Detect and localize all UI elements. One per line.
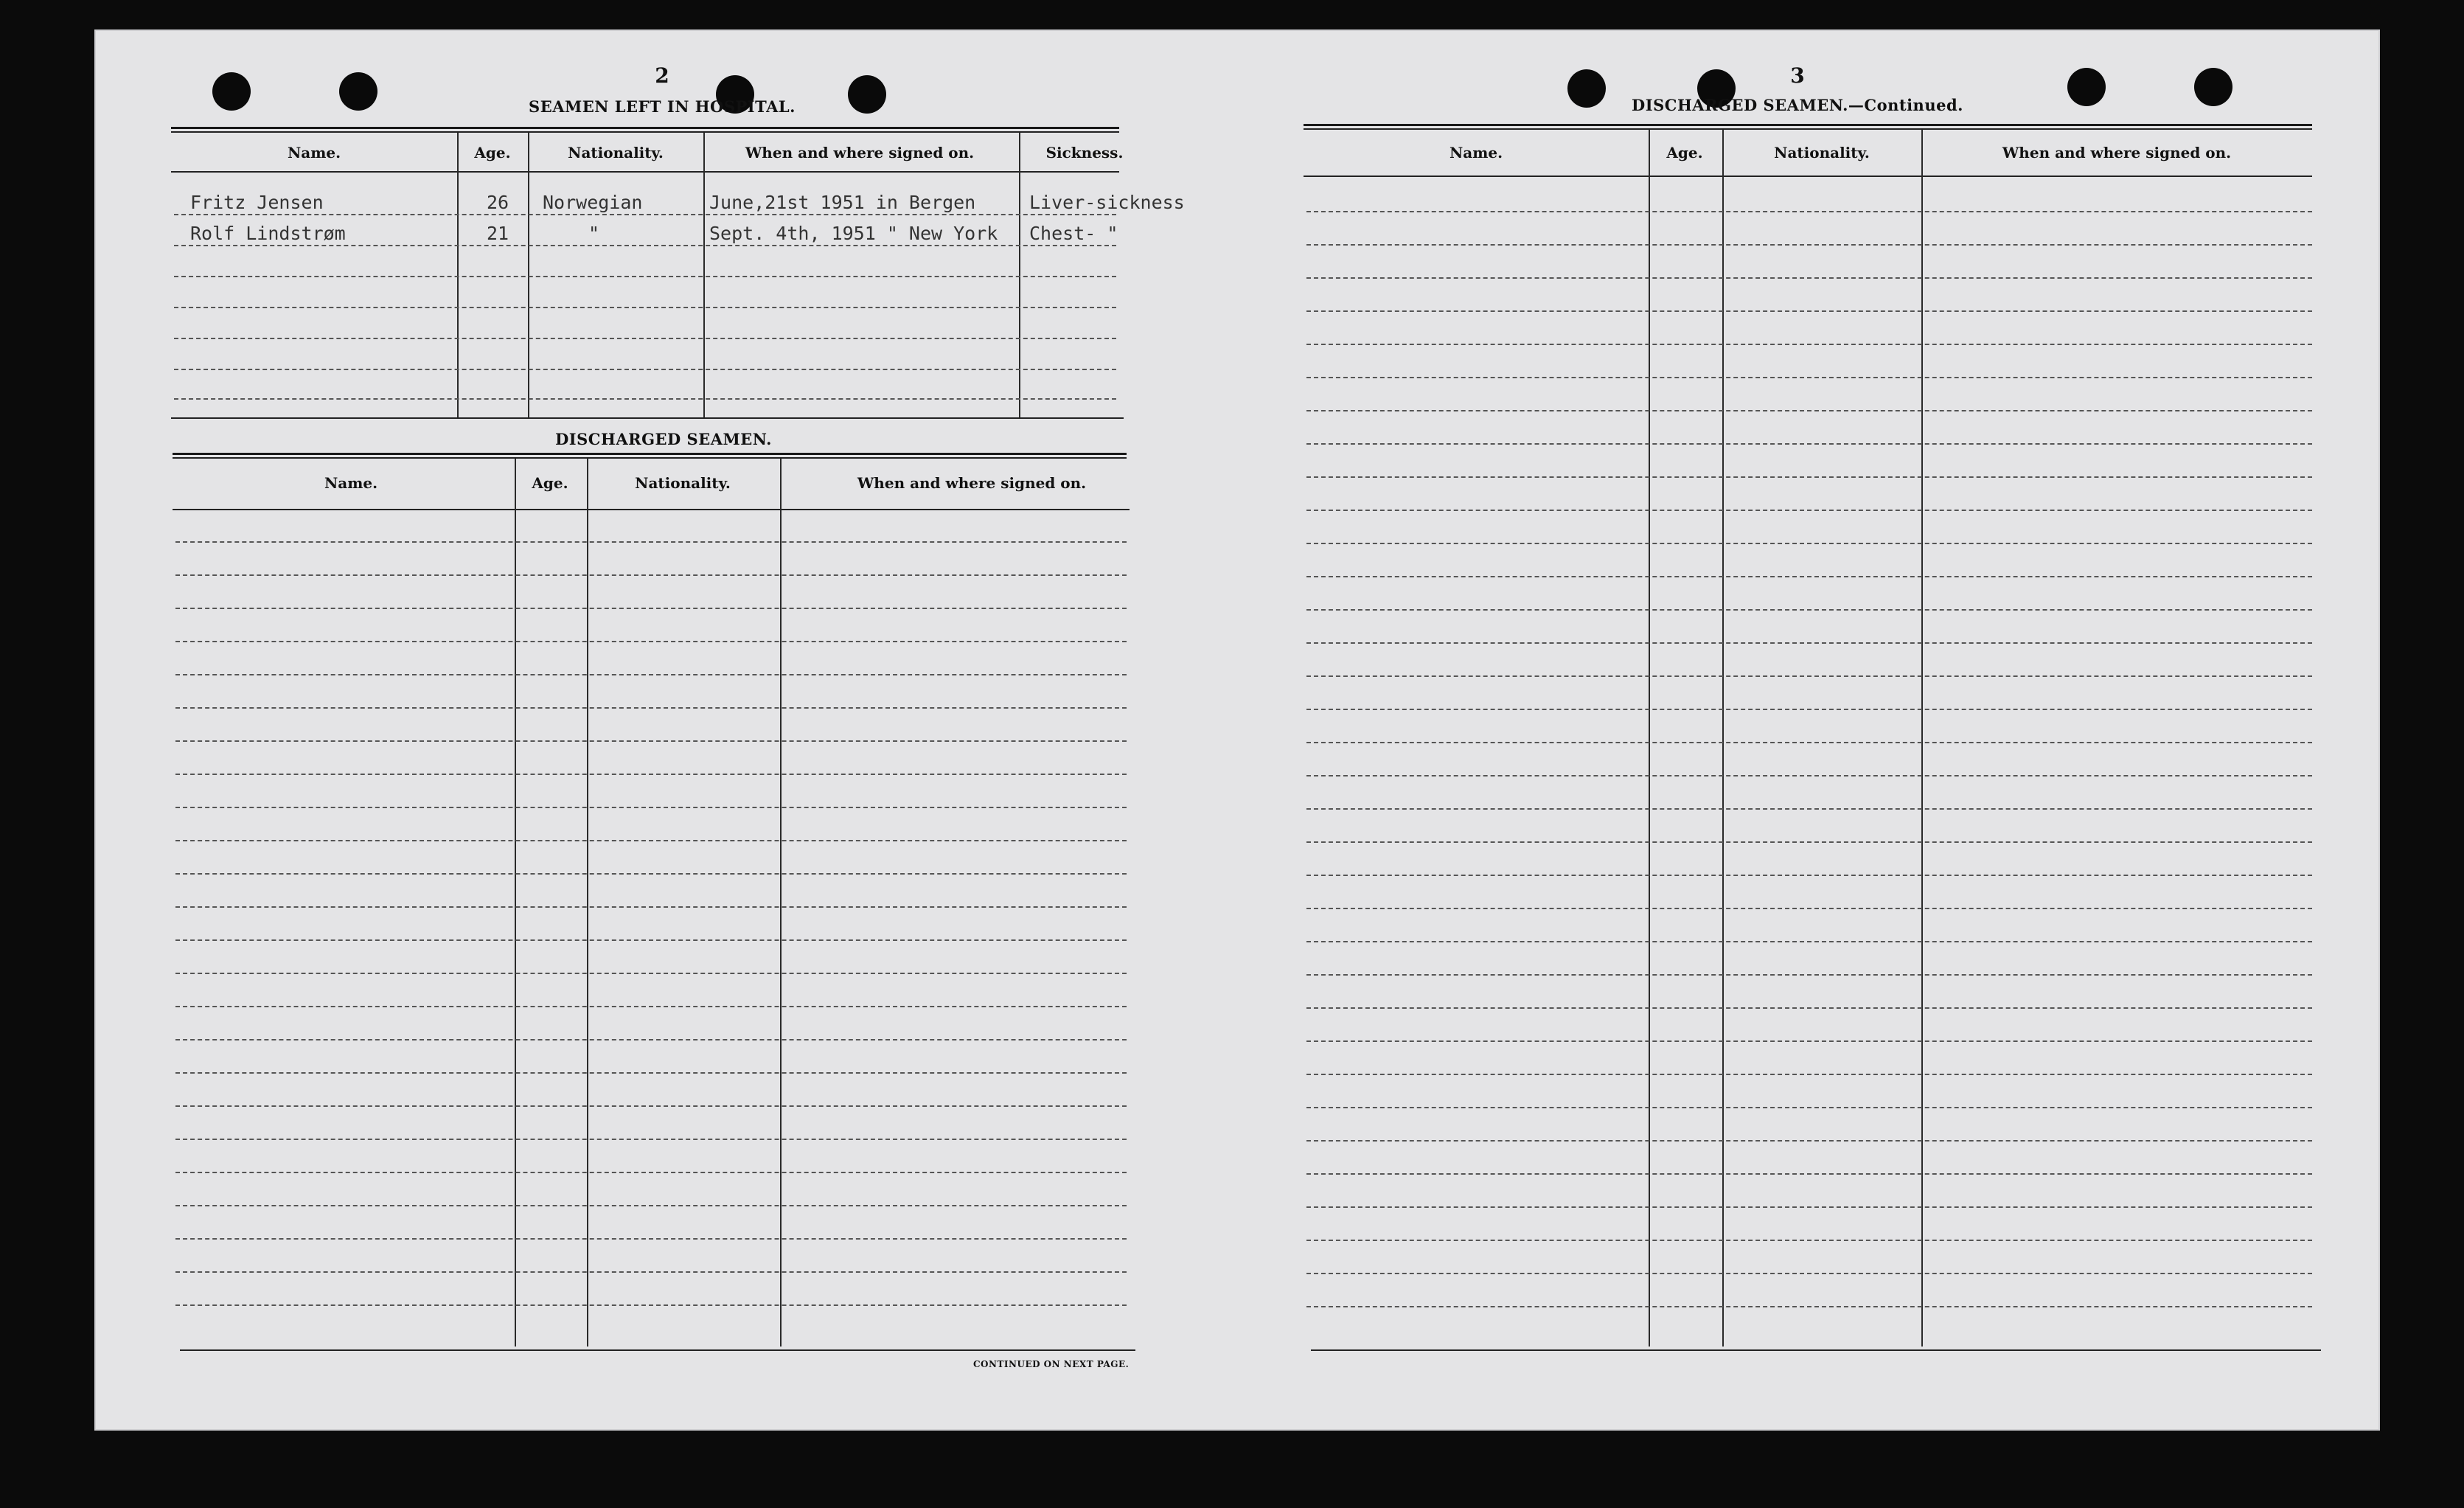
table-rule: [1304, 128, 2312, 130]
entry-line: [1306, 377, 2312, 378]
entry-line: [175, 1172, 1127, 1173]
entry-line: [175, 1271, 1127, 1273]
punch-hole-8: [2194, 68, 2232, 106]
entry-line: [175, 807, 1127, 808]
entry-line: [1306, 941, 2312, 942]
table-rule: [180, 1349, 1135, 1351]
entry-line: [175, 1205, 1127, 1206]
column-header-name: Name.: [287, 144, 341, 161]
column-divider: [1019, 133, 1020, 417]
entry-line: [1306, 1306, 2312, 1307]
cell-nationality: Norwegian: [543, 192, 643, 213]
entry-line: [1306, 841, 2312, 843]
column-header-name: Name.: [1449, 144, 1503, 161]
entry-line: [175, 906, 1127, 908]
entry-line: [1306, 344, 2312, 345]
column-header-nationality: Nationality.: [1774, 144, 1870, 161]
entry-line: [1306, 675, 2312, 677]
entry-line: [1306, 410, 2312, 411]
entry-line: [175, 574, 1127, 576]
entry-line: [175, 541, 1127, 543]
hospital-section-title: SEAMEN LEFT IN HOSPITAL.: [529, 97, 796, 116]
entry-line: [1306, 1074, 2312, 1075]
page-number: 3: [1790, 63, 1805, 88]
column-divider: [457, 133, 459, 417]
document-sheet: [94, 29, 2380, 1431]
entry-line: [175, 774, 1127, 775]
cell-sickness: Liver-sickness: [1029, 192, 1185, 213]
entry-line: [174, 276, 1116, 277]
entry-line: [175, 1139, 1127, 1140]
entry-line: [175, 674, 1127, 675]
entry-line: [174, 338, 1116, 339]
entry-line: [1306, 642, 2312, 644]
entry-line: [1306, 974, 2312, 976]
entry-line: [1306, 1140, 2312, 1142]
column-divider: [515, 459, 516, 1347]
entry-line: [175, 641, 1127, 642]
punch-hole-4: [848, 75, 886, 114]
entry-line: [175, 740, 1127, 742]
column-header-age: Age.: [532, 474, 568, 492]
entry-line: [175, 707, 1127, 709]
cell-signed-on: June,21st 1951 in Bergen: [709, 192, 976, 213]
entry-line: [1306, 277, 2312, 279]
column-header-age: Age.: [1666, 144, 1703, 161]
cell-nationality: ": [588, 223, 600, 244]
column-header-nationality: Nationality.: [635, 474, 731, 492]
entry-line: [1306, 1007, 2312, 1009]
entry-line: [1306, 576, 2312, 577]
entry-line: [1306, 443, 2312, 445]
entry-line: [1306, 1107, 2312, 1108]
discharged-continued-title: DISCHARGED SEAMEN.—Continued.: [1632, 96, 1963, 114]
entry-line: [175, 1304, 1127, 1306]
punch-hole-7: [2067, 68, 2106, 106]
entry-line: [175, 1238, 1127, 1240]
header-rule: [173, 509, 1130, 510]
entry-line: [175, 973, 1127, 974]
entry-line: [1306, 1173, 2312, 1175]
table-rule: [1304, 124, 2312, 126]
continued-note: CONTINUED ON NEXT PAGE.: [973, 1359, 1130, 1369]
entry-line: [175, 939, 1127, 941]
entry-line: [1306, 742, 2312, 743]
entry-line: [1306, 875, 2312, 876]
cell-name: Fritz Jensen: [190, 192, 324, 213]
table-rule: [1311, 1349, 2321, 1351]
entry-line: [1306, 1206, 2312, 1208]
punch-hole-2: [339, 72, 377, 111]
table-rule: [171, 131, 1119, 133]
entry-line: [1306, 1240, 2312, 1241]
punch-hole-5: [1567, 69, 1606, 108]
column-header-age: Age.: [474, 144, 511, 161]
cell-signed-on: Sept. 4th, 1951 " New York: [709, 223, 998, 244]
cell-sickness: Chest- ": [1029, 223, 1118, 244]
column-divider: [780, 459, 782, 1347]
entry-line: [1306, 709, 2312, 710]
column-divider: [1921, 130, 1923, 1347]
column-header-signed-on: When and where signed on.: [857, 474, 1087, 492]
column-divider: [1649, 130, 1650, 1347]
entry-line: [175, 1039, 1127, 1040]
entry-line: [174, 214, 1116, 215]
entry-line: [174, 307, 1116, 308]
header-rule: [1304, 176, 2312, 177]
entry-line: [175, 873, 1127, 875]
column-header-signed-on: When and where signed on.: [2002, 144, 2232, 161]
column-header-name: Name.: [324, 474, 378, 492]
entry-line: [174, 398, 1116, 400]
punch-hole-1: [212, 72, 251, 111]
cell-age: 26: [487, 192, 509, 213]
entry-line: [1306, 908, 2312, 909]
table-rule: [171, 127, 1119, 129]
column-divider: [528, 133, 529, 417]
cell-age: 21: [487, 223, 509, 244]
entry-line: [175, 1105, 1127, 1107]
entry-line: [1306, 510, 2312, 511]
column-header-nationality: Nationality.: [568, 144, 664, 161]
entry-line: [1306, 310, 2312, 312]
entry-line: [1306, 543, 2312, 544]
entry-line: [1306, 808, 2312, 810]
entry-line: [1306, 775, 2312, 776]
entry-line: [175, 840, 1127, 841]
cell-name: Rolf Lindstrøm: [190, 223, 346, 244]
entry-line: [174, 245, 1116, 246]
entry-line: [1306, 476, 2312, 478]
table-rule: [173, 457, 1127, 459]
entry-line: [1306, 244, 2312, 246]
column-divider: [587, 459, 588, 1347]
column-header-sickness: Sickness.: [1045, 144, 1124, 161]
table-rule: [173, 453, 1127, 455]
table-rule: [171, 417, 1124, 419]
header-rule: [171, 171, 1119, 173]
page-number: 2: [655, 63, 669, 88]
entry-line: [175, 1072, 1127, 1074]
entry-line: [174, 369, 1116, 370]
entry-line: [175, 1006, 1127, 1007]
entry-line: [175, 608, 1127, 609]
entry-line: [1306, 609, 2312, 611]
entry-line: [1306, 1040, 2312, 1042]
column-header-signed-on: When and where signed on.: [745, 144, 975, 161]
entry-line: [1306, 211, 2312, 212]
column-divider: [1722, 130, 1724, 1347]
entry-line: [1306, 1273, 2312, 1274]
discharged-section-title: DISCHARGED SEAMEN.: [555, 430, 772, 448]
column-divider: [703, 133, 705, 417]
